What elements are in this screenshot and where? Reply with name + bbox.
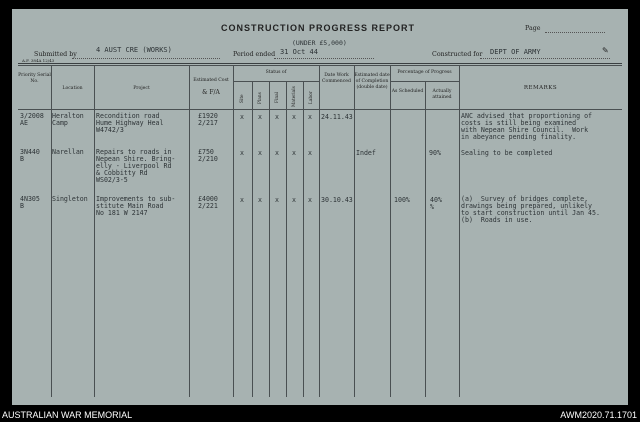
header-labor: Labor: [309, 91, 314, 104]
row2-site: x: [240, 149, 244, 157]
col-divider: [233, 65, 234, 397]
row3-final: x: [275, 196, 279, 204]
row3-plans: x: [258, 196, 262, 204]
constructed-for-value: DEPT OF ARMY: [490, 48, 541, 56]
col-divider: [319, 65, 320, 397]
status-subrule: [233, 81, 319, 82]
header-final: Final: [275, 91, 280, 103]
header-bottom-rule: [18, 109, 622, 110]
period-label: Period ended: [233, 51, 276, 58]
col-divider: [94, 65, 95, 397]
header-est-completion: Estimated date of Completion (double date): [354, 73, 390, 90]
table-top-rule-2: [18, 65, 622, 66]
submitted-by-value: 4 AUST CRE (WORKS): [96, 46, 172, 54]
form-code: A.F. 384A 12/43: [22, 58, 55, 63]
row2-labor: x: [308, 149, 312, 157]
header-estimated-cost: Estimated Cost: [193, 78, 229, 83]
row3-project: Improvements to sub- stitute Main Road No 181 W 2147: [96, 195, 176, 217]
row1-site: x: [240, 113, 244, 121]
page-label: Page: [525, 25, 541, 32]
header-status-of: Status of: [265, 70, 287, 75]
row3-scheduled: 100%: [394, 196, 410, 204]
row1-materials: x: [292, 113, 296, 121]
row2-final: x: [275, 149, 279, 157]
footer-accession: AWM2020.71.1701: [560, 410, 637, 420]
row1-labor: x: [308, 113, 312, 121]
header-fa: & F/A: [202, 89, 220, 96]
footer-institution: AUSTRALIAN WAR MEMORIAL: [2, 410, 133, 420]
period-value: 31 Oct 44: [280, 48, 318, 56]
header-project: Project: [133, 86, 150, 91]
header-location: Location: [62, 86, 83, 91]
row1-location: Heralton Camp: [52, 112, 84, 127]
row2-completion: Indef: [356, 149, 376, 157]
col-divider: [269, 81, 270, 397]
col-divider: [459, 65, 460, 397]
row2-serial: 3N440 B: [20, 148, 40, 163]
row1-final: x: [275, 113, 279, 121]
row3-cost: £4000 2/221: [198, 195, 218, 210]
row2-cost: £750 2/210: [198, 148, 218, 163]
col-divider: [252, 81, 253, 397]
row1-cost: £1920 2/217: [198, 112, 218, 127]
row1-project: Recondition road Hume Highway Heal W4742/3: [96, 112, 164, 134]
header-materials: Materials: [292, 86, 297, 107]
period-note: (UNDER £5,000): [292, 39, 347, 47]
col-divider: [303, 81, 304, 397]
col-divider: [425, 81, 426, 397]
row2-location: Narellan: [52, 148, 84, 156]
pen-mark-icon: ✎: [602, 46, 609, 55]
col-divider: [354, 65, 355, 397]
submitted-by-line: [72, 58, 220, 59]
constructed-for-label: Constructed for: [432, 51, 483, 58]
row2-remarks: Sealing to be completed: [461, 149, 553, 157]
row3-attained: 40% %: [430, 196, 442, 211]
report-sheet: [12, 9, 628, 405]
row3-materials: x: [292, 196, 296, 204]
progress-subrule: [390, 81, 459, 82]
table-top-rule: [18, 63, 622, 64]
header-remarks: REMARKS: [523, 85, 558, 91]
col-divider: [390, 65, 391, 397]
report-title: CONSTRUCTION PROGRESS REPORT: [221, 23, 416, 33]
page-line: [545, 32, 605, 33]
row1-remarks: ANC advised that proportioning of costs is still being examined with Nepean Shire Council. Work in abeyance pending finality.: [461, 112, 593, 141]
row1-commenced: 24.11.43: [321, 113, 353, 121]
row1-plans: x: [258, 113, 262, 121]
row3-commenced: 30.10.43: [321, 196, 353, 204]
row2-plans: x: [258, 149, 262, 157]
row3-serial: 4N305 B: [20, 195, 40, 210]
constructed-for-line: [480, 58, 610, 59]
header-as-scheduled: As Scheduled: [391, 89, 424, 94]
submitted-by-label: Submitted by: [34, 51, 77, 58]
row1-serial: 3/2008 AE: [20, 112, 44, 127]
row2-attained: 90%: [429, 149, 441, 157]
header-site: Site: [240, 94, 245, 103]
period-line: [274, 58, 374, 59]
row3-site: x: [240, 196, 244, 204]
col-divider: [286, 81, 287, 397]
header-actually-attained: Actually attained: [432, 89, 452, 100]
header-date-commenced: Date Work Commenced: [322, 73, 351, 84]
row3-location: Singleton: [52, 195, 88, 203]
row2-materials: x: [292, 149, 296, 157]
header-plans: Plans: [258, 92, 263, 104]
row3-labor: x: [308, 196, 312, 204]
col-divider: [189, 65, 190, 397]
row3-remarks: (a) Survey of bridges complete, drawings being prepared, unlikely to start construction until Jan 45. (b) Roads in use.: [461, 195, 600, 224]
row2-project: Repairs to roads in Nepean Shire. Bring- elly - Liverpool Rd & Cobbitty Rd WS02/3-5: [96, 148, 176, 184]
header-pct-progress: Percentage of Progress: [397, 70, 452, 75]
header-priority-serial: Priority Serial No.: [18, 73, 51, 84]
